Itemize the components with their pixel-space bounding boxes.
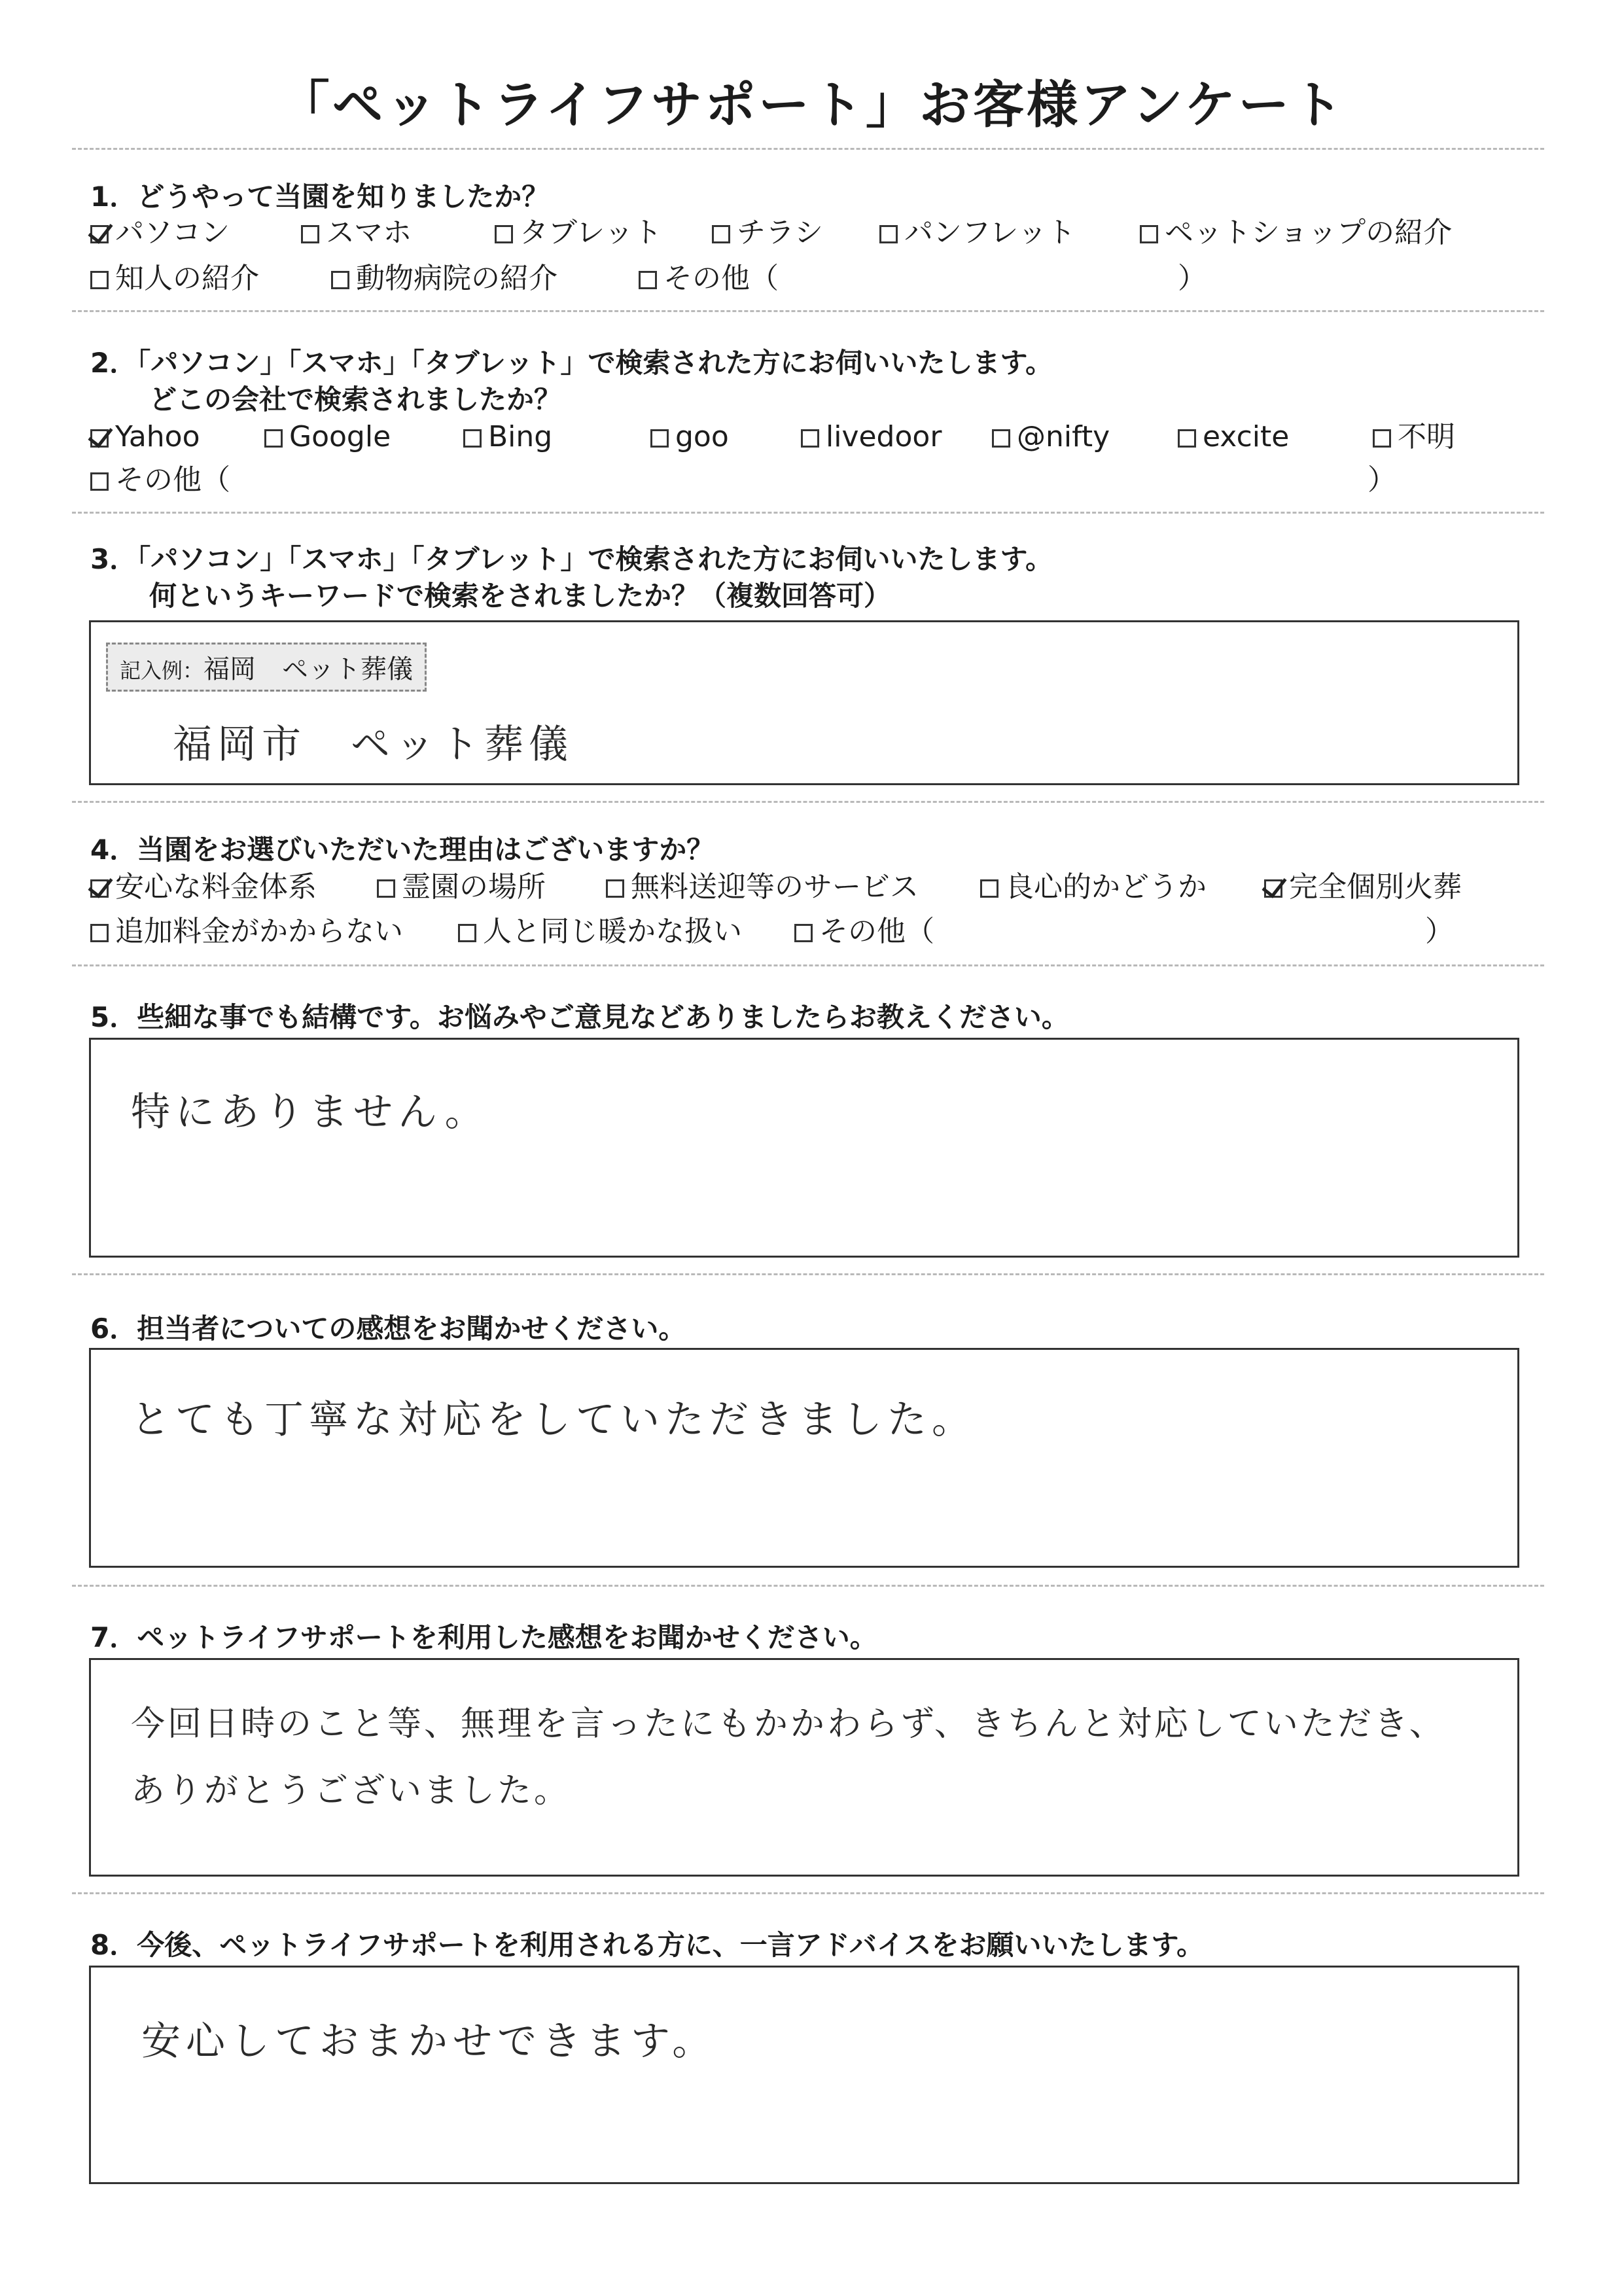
q8-handwritten-answer: 安心しておまかせできます。 <box>141 2019 717 2064</box>
q1-option-pamphlet[interactable]: パンフレット <box>879 215 1076 251</box>
divider <box>72 964 1544 966</box>
checkbox[interactable] <box>992 429 1010 448</box>
q4-option-individual-cremation[interactable]: 完全個別火葬 <box>1264 869 1462 906</box>
q4-option-conscientious[interactable]: 良心的かどうか <box>980 869 1207 906</box>
q4-option-location[interactable]: 霊園の場所 <box>377 869 546 906</box>
checkbox-checked[interactable] <box>90 225 109 243</box>
q2-option-other[interactable]: その他（ <box>90 462 230 499</box>
q1-option-acquaintance[interactable]: 知人の紹介 <box>90 260 259 297</box>
divider <box>72 1892 1544 1894</box>
checkbox-checked[interactable] <box>90 879 109 898</box>
q3-handwritten-answer: 福岡市 ペット葬儀 <box>173 722 573 768</box>
q2-option-bing[interactable]: Bing <box>463 419 552 455</box>
q2-option-goo[interactable]: goo <box>650 419 729 455</box>
question-1-label: 1．どうやって当園を知りましたか？ <box>90 181 550 213</box>
divider <box>72 1585 1544 1587</box>
checkbox[interactable] <box>1140 225 1158 243</box>
q1-option-tablet[interactable]: タブレット <box>495 215 662 251</box>
question-6-label: 6．担当者についての感想をお聞かせください。 <box>90 1313 686 1345</box>
q1-other-close: ） <box>1178 262 1207 295</box>
q1-option-pc[interactable]: パソコン <box>90 215 230 251</box>
survey-title: 「ペットライフサポート」お客様アンケート <box>278 76 1346 135</box>
q5-answer-box[interactable] <box>89 1038 1519 1258</box>
question-4-label: 4．当園をお選びいただいた理由はございますか？ <box>90 834 715 866</box>
checkbox[interactable] <box>639 271 657 289</box>
checkbox[interactable] <box>90 472 109 491</box>
divider <box>72 801 1544 803</box>
checkbox[interactable] <box>794 924 813 942</box>
q1-option-pet-shop[interactable]: ペットショップの紹介 <box>1140 215 1452 251</box>
divider <box>72 310 1544 312</box>
q3-example-label: 記入例：福岡 ペット葬儀 <box>106 643 427 692</box>
q2-option-excite[interactable]: excite <box>1178 419 1289 455</box>
checkbox-checked[interactable] <box>90 429 109 448</box>
checkbox[interactable] <box>331 271 349 289</box>
checkbox[interactable] <box>90 924 109 942</box>
q1-option-smartphone[interactable]: スマホ <box>301 215 412 251</box>
checkbox[interactable] <box>1373 429 1391 448</box>
question-5-label: 5．些細な事でも結構です。お悩みやご意見などありましたらお教えください。 <box>90 1001 1069 1033</box>
q1-option-flyer[interactable]: チラシ <box>712 215 823 251</box>
checkbox[interactable] <box>458 924 476 942</box>
checkbox[interactable] <box>264 429 283 448</box>
q6-answer-box[interactable] <box>89 1348 1519 1568</box>
question-2-label: 2．「パソコン」「スマホ」「タブレット」で検索された方にお伺いいたします。 <box>90 347 1053 379</box>
q7-handwritten-answer-line1: 今回日時のこと等、無理を言ったにもかかわらず、きちんと対応していただき、 <box>131 1704 1446 1744</box>
checkbox[interactable] <box>90 271 109 289</box>
q4-option-other[interactable]: その他（ <box>794 913 934 950</box>
q8-answer-box[interactable] <box>89 1966 1519 2184</box>
q1-option-vet[interactable]: 動物病院の紹介 <box>331 260 557 297</box>
q2-option-google[interactable]: Google <box>264 419 391 455</box>
q4-option-warm-treatment[interactable]: 人と同じ暖かな扱い <box>458 913 742 950</box>
q5-handwritten-answer: 特にありません。 <box>131 1089 489 1135</box>
checkbox[interactable] <box>301 225 319 243</box>
divider <box>72 1273 1544 1275</box>
q1-option-other[interactable]: その他（ <box>639 260 779 297</box>
q7-handwritten-answer-line2: ありがとうございました。 <box>131 1771 571 1810</box>
checkbox[interactable] <box>463 429 482 448</box>
divider <box>72 148 1544 150</box>
q2-other-close: ） <box>1368 463 1396 497</box>
q2-option-livedoor[interactable]: livedoor <box>801 419 942 455</box>
divider <box>72 512 1544 514</box>
checkbox[interactable] <box>606 879 624 898</box>
q4-option-free-pickup[interactable]: 無料送迎等のサービス <box>606 869 919 906</box>
question-8-label: 8．今後、ペットライフサポートを利用される方に、一言アドバイスをお願いいたします。 <box>90 1929 1205 1961</box>
checkbox[interactable] <box>801 429 819 448</box>
checkbox[interactable] <box>879 225 898 243</box>
question-3-label: 3．「パソコン」「スマホ」「タブレット」で検索された方にお伺いいたします。 <box>90 543 1053 575</box>
question-2-sublabel: どこの会社で検索されましたか？ <box>149 383 562 415</box>
question-3-sublabel: 何というキーワードで検索をされましたか？（複数回答可） <box>149 580 892 612</box>
q6-handwritten-answer: とても丁寧な対応をしていただきました。 <box>131 1397 976 1443</box>
checkbox[interactable] <box>980 879 998 898</box>
q2-option-nifty[interactable]: @nifty <box>992 419 1110 455</box>
checkbox-checked[interactable] <box>1264 879 1282 898</box>
q4-other-close: ） <box>1425 915 1454 948</box>
checkbox[interactable] <box>377 879 395 898</box>
checkbox[interactable] <box>712 225 730 243</box>
q2-option-yahoo[interactable]: Yahoo <box>90 419 200 455</box>
q4-option-pricing[interactable]: 安心な料金体系 <box>90 869 317 906</box>
q4-option-no-extra-fee[interactable]: 追加料金がかからない <box>90 913 403 950</box>
checkbox[interactable] <box>495 225 513 243</box>
checkbox[interactable] <box>1178 429 1196 448</box>
checkbox[interactable] <box>650 429 669 448</box>
q2-option-unknown[interactable]: 不明 <box>1373 419 1455 455</box>
question-7-label: 7．ペットライフサポートを利用した感想をお聞かせください。 <box>90 1621 877 1653</box>
